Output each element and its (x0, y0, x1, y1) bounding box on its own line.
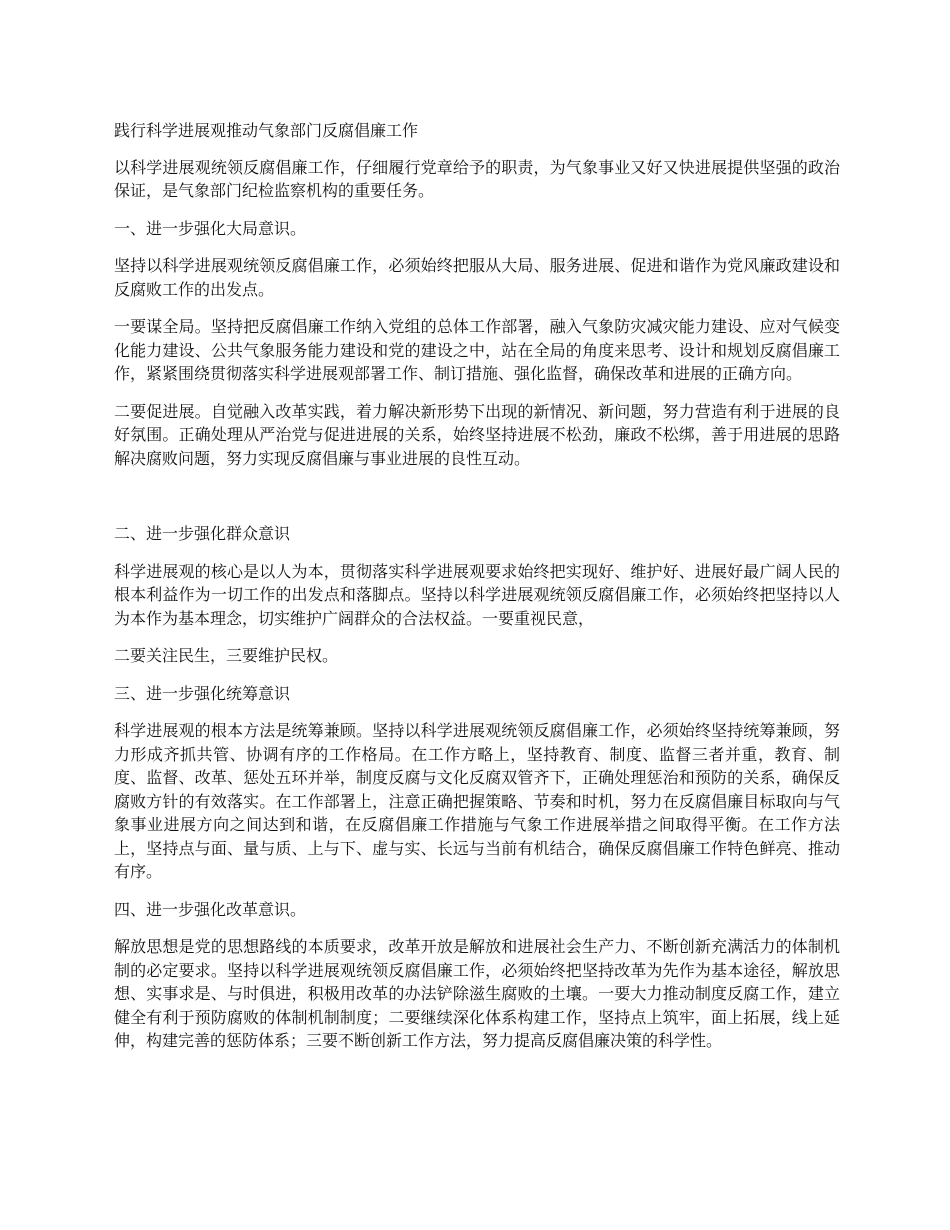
body-paragraph: 科学进展观的核心是以人为本，贯彻落实科学进展观要求始终把实现好、维护好、进展好最广阔人民的根本利益作为一切工作的出发点和落脚点。坚持以科学进展观统领反腐倡廉工作，必须始终把坚持以人为本作为基本理念，切实维护广阔群众的合法权益。一要重视民意， (114, 561, 840, 628)
body-paragraph: 解放思想是党的思想路线的本质要求，改革开放是解放和进展社会生产力、不断创新充满活力的体制机制的必定要求。坚持以科学进展观统领反腐倡廉工作，必须始终把坚持改革为先作为基本途径，解放思想、实事求是、与时俱进，积极用改革的办法铲除滋生腐败的土壤。一要大力推动制度反腐工作，建立健全有利于预防腐败的体制机制制度；二要继续深化体系构建工作，坚持点上筑牢，面上拓展，线上延伸，构建完善的惩防体系；三要不断创新工作方法，努力提高反腐倡廉决策的科学性。 (114, 937, 840, 1050)
body-paragraph: 二要关注民生，三要维护民权。 (114, 646, 339, 665)
section-heading-1: 一、进一步强化大局意识。 (114, 218, 307, 238)
body-paragraph: 科学进展观的根本方法是统筹兼顾。坚持以科学进展观统领反腐倡廉工作，必须始终坚持统筹兼顾，努力形成齐抓共管、协调有序的工作格局。在工作方略上，坚持教育、制度、监督三者并重，教育、制度、监督、改革、惩处五环并举，制度反腐与文化反腐双管齐下，正确处理惩治和预防的关系，确保反腐败方针的有效落实。在工作部署上，注意正确把握策略、节奏和时机，努力在反腐倡廉目标取向与气象事业进展方向之间达到和谐，在反腐倡廉工作措施与气象工作进展举措之间取得平衡。在工作方法上，坚持点与面、量与质、上与下、虚与实、长远与当前有机结合，确保反腐倡廉工作特色鲜亮、推动有序。 (114, 721, 840, 881)
document-body (114, 119, 840, 1067)
section-heading-4: 四、进一步强化改革意识。 (114, 899, 307, 919)
body-paragraph: 二要促进展。自觉融入改革实践，着力解决新形势下出现的新情况、新问题，努力营造有利于进展的良好氛围。正确处理从严治党与促进进展的关系，始终坚持进展不松劲，廉政不松绑，善于用进展的思路解决腐败问题，努力实现反腐倡廉与事业进展的良性互动。 (114, 401, 840, 468)
body-paragraph: 坚持以科学进展观统领反腐倡廉工作，必须始终把服从大局、服务进展、促进和谐作为党风廉政建设和反腐败工作的出发点。 (114, 256, 840, 299)
section-gap (114, 484, 840, 522)
section-heading-2: 二、进一步强化群众意识 (114, 524, 291, 543)
section-heading-3: 三、进一步强化统筹意识 (114, 683, 291, 703)
intro-paragraph: 以科学进展观统领反腐倡廉工作，仔细履行党章给予的职责，为气象事业又好又快进展提供坚强的政治保证，是气象部门纪检监察机构的重要任务。 (114, 157, 840, 200)
body-paragraph: 一要谋全局。坚持把反腐倡廉工作纳入党组的总体工作部署，融入气象防灾减灾能力建设、应对气候变化能力建设、公共气象服务能力建设和党的建设之中，站在全局的角度来思考、设计和规划反腐倡廉工作，紧紧围绕贯彻落实科学进展观部署工作、制订措施、强化监督，确保改革和进展的正确方向。 (114, 317, 840, 383)
document-title: 践行科学进展观推动气象部门反腐倡廉工作 (114, 121, 419, 140)
